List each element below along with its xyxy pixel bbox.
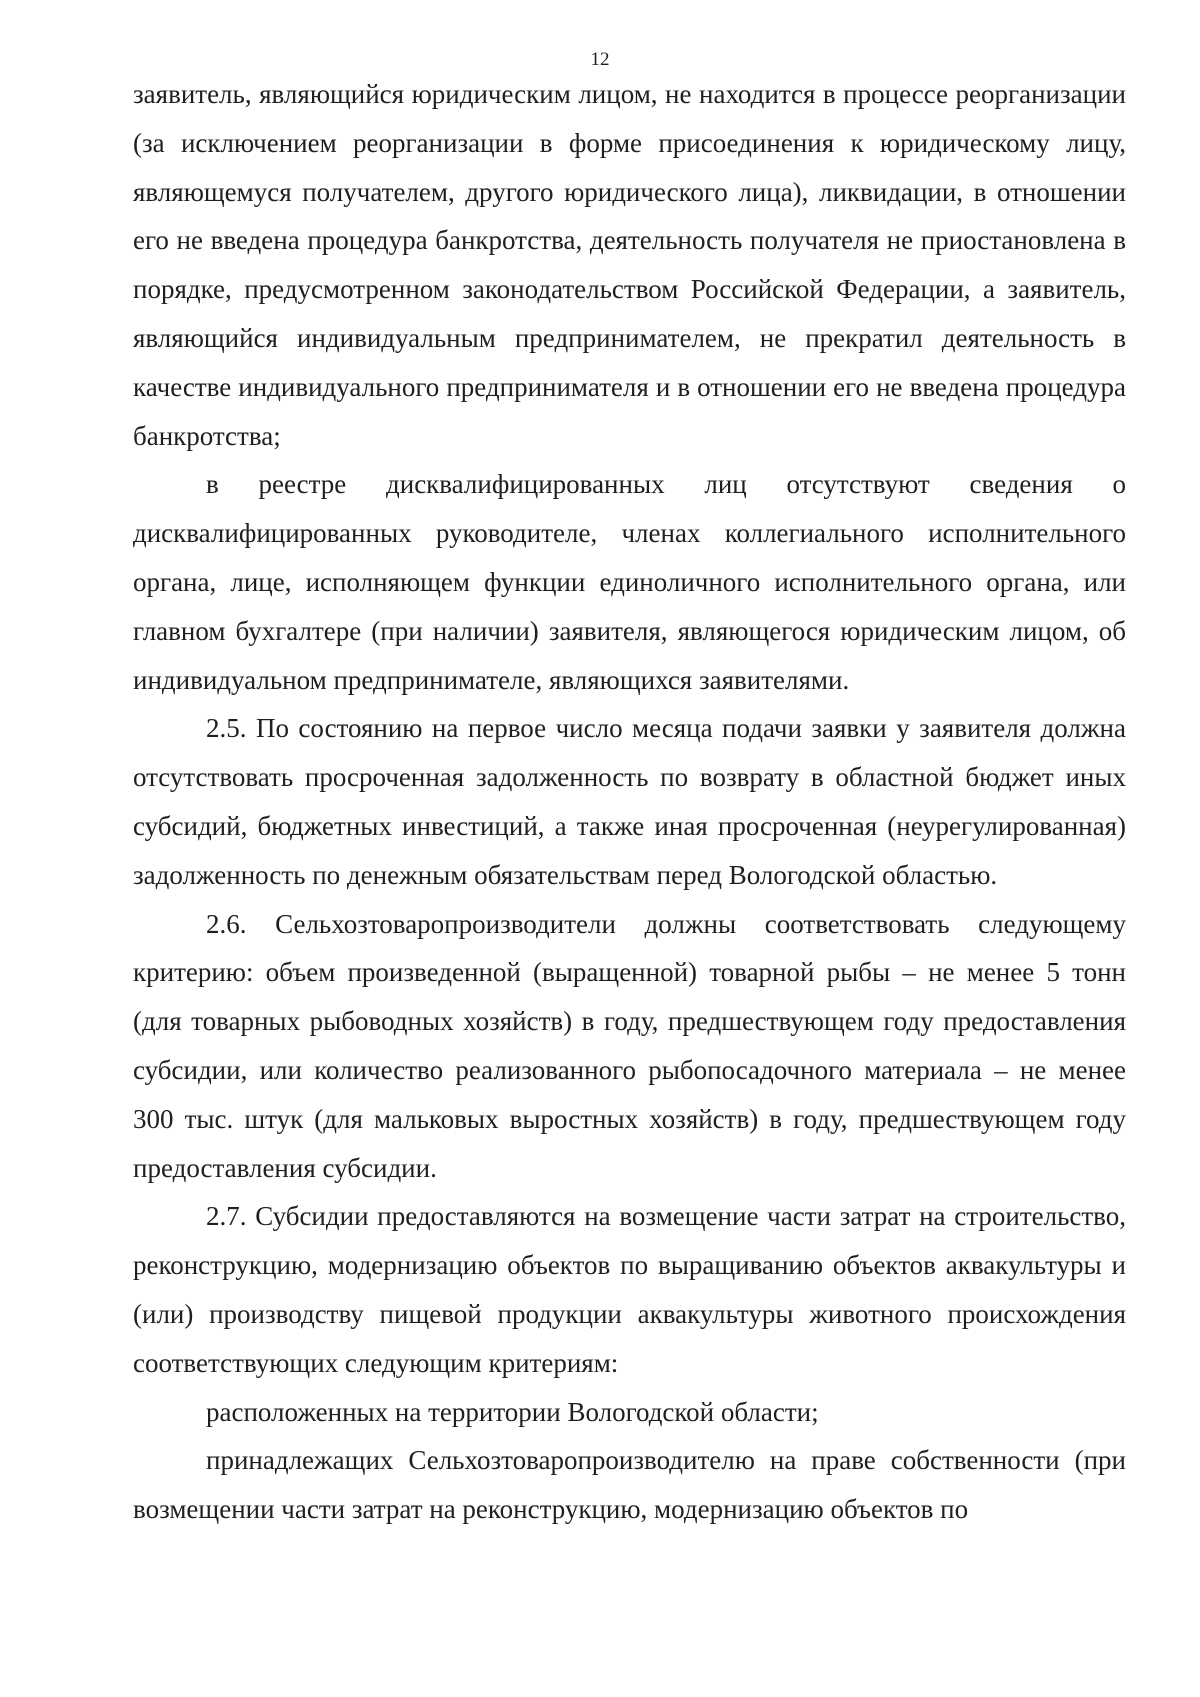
paragraph-criterion-ownership: принадлежащих Сельхозтоваропроизводителю на праве собственности (при возмещении части затрат на реконструкцию, модернизацию объектов по bbox=[133, 1445, 1126, 1525]
paragraph-2-6: 2.6. Сельхозтоваропроизводители должны соответствовать следующему критерию: объем произведенной (выращенной) товарной рыбы – не менее 5 тонн (для товарных рыбоводных хозяйств) в году, предшествующем году предоставления субсидии, или количество реализованного рыбопосадочного материала – не менее 300 тыс. штук (для мальковых выростных хозяйств) в году, предшествующем году предоставления субсидии. bbox=[133, 908, 1126, 1183]
paragraph-disqualified-persons: в реестре дисквалифицированных лиц отсутствуют сведения о дисквалифицированных руководителе, членах коллегиального исполнительного органа, лице, исполняющем функции единоличного исполнительного органа, или главном бухгалтере (при наличии) заявителя, являющегося юридическим лицом, об индивидуальном предпринимателе, являющихся заявителями. bbox=[133, 469, 1126, 695]
paragraph-criterion-location: расположенных на территории Вологодской области; bbox=[206, 1396, 819, 1427]
page-number: 12 bbox=[590, 49, 610, 70]
paragraph-reorganization-status: заявитель, являющийся юридическим лицом, не находится в процессе реорганизации (за исключением реорганизации в форме присоединения к юридическому лицу, являющемуся получателем, другого юридического лица), ликвидации, в отношении его не введена процедура банкротства, деятельность получателя не приостановлена в порядке, предусмотренном законодательством Российской Федерации, а заявитель, являющийся индивидуальным предпринимателем, не прекратил деятельность в качестве индивидуального предпринимателя и в отношении его не введена процедура банкротства; bbox=[133, 79, 1126, 451]
paragraph-2-5: 2.5. По состоянию на первое число месяца подачи заявки у заявителя должна отсутствовать просроченная задолженность по возврату в областной бюджет иных субсидий, бюджетных инвестиций, а также иная просроченная (неурегулированная) задолженность по денежным обязательствам перед Вологодской областью. bbox=[133, 713, 1126, 890]
paragraph-2-7: 2.7. Субсидии предоставляются на возмещение части затрат на строительство, реконструкцию, модернизацию объектов по выращиванию объектов аквакультуры и (или) производству пищевой продукции аквакультуры животного происхождения соответствующих следующим критериям: bbox=[133, 1201, 1126, 1378]
document-body bbox=[133, 70, 1126, 1534]
